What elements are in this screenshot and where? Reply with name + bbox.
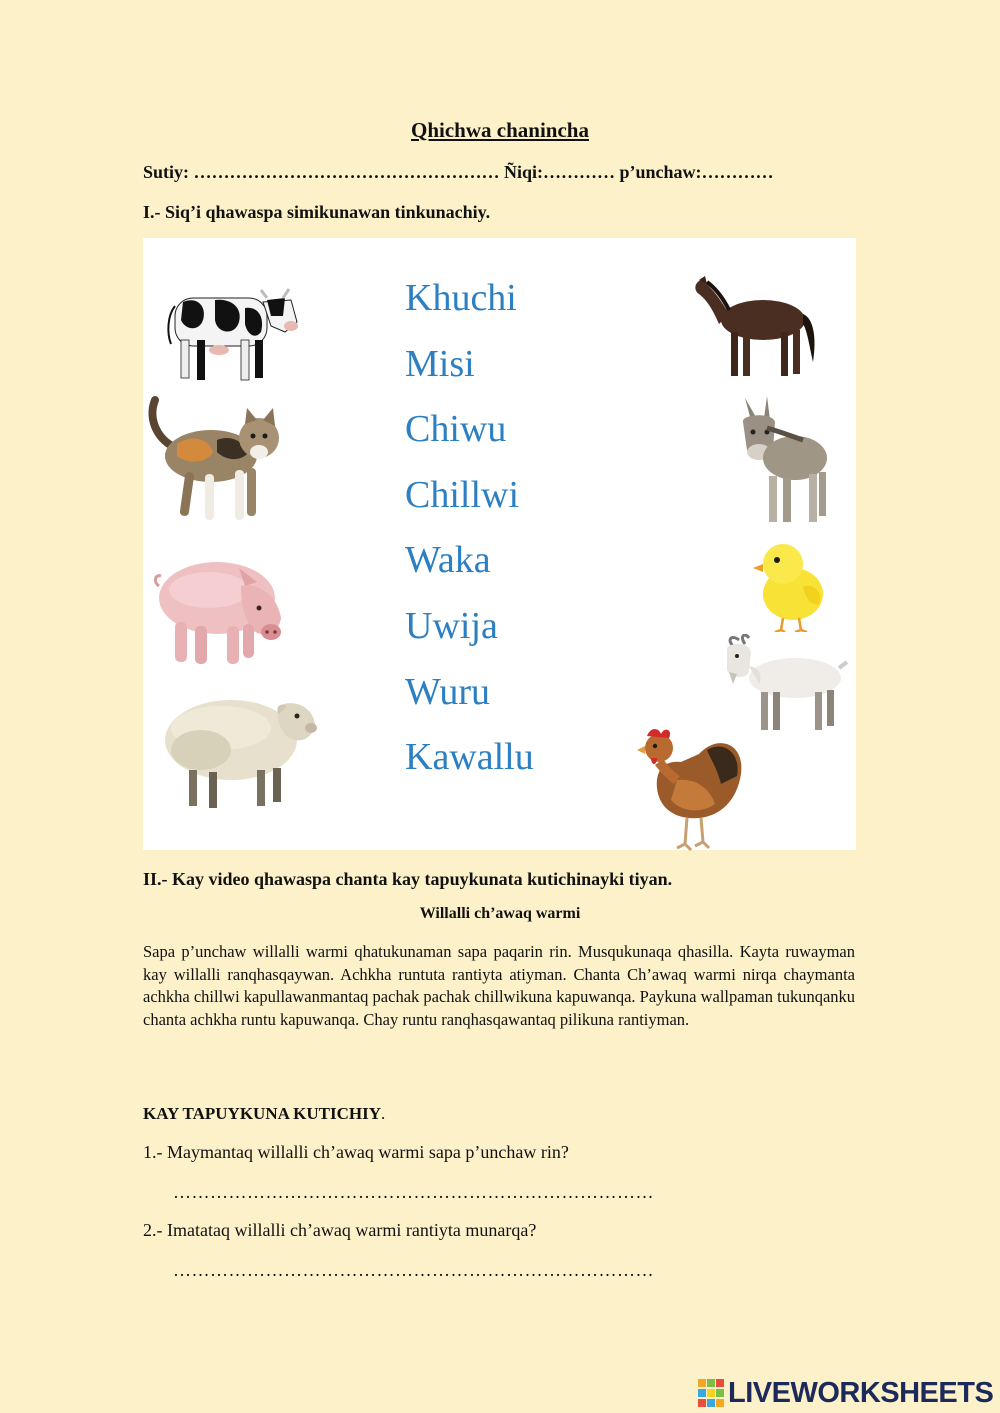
section-1-heading: I.- Siq’i qhawaspa simikunawan tinkunachiy. <box>143 202 491 222</box>
cow-icon[interactable] <box>163 276 303 391</box>
story-title: Willalli ch’awaq warmi <box>419 905 581 922</box>
answer-2-input[interactable]: …………………………………………………………………… <box>173 1260 654 1280</box>
student-info-line: Sutiy: …………………………………………… Ñiqi:………… p’unchaw:………… <box>143 162 774 182</box>
horse-icon[interactable] <box>691 274 821 384</box>
liveworksheets-brand[interactable] <box>698 1376 993 1410</box>
questions-heading-text: KAY TAPUYKUNA KUTICHIY <box>143 1104 382 1123</box>
goat-icon[interactable] <box>719 634 849 734</box>
word-uwija[interactable]: Uwija <box>405 604 498 647</box>
section-2-heading: II.- Kay video qhawaspa chanta kay tapuykunata kutichinayki tiyan. <box>143 869 673 889</box>
word-kawallu[interactable]: Kawallu <box>405 736 534 779</box>
word-wuru[interactable]: Wuru <box>405 670 490 713</box>
pig-icon[interactable] <box>153 542 293 677</box>
story-text: Sapa p’unchaw willalli warmi qhatukunaman sapa paqarin rin. Musqukunaqa qhasilla. Kayta ruwayman kay willalli ranqhasqaywan. Achkha runtuta rantiyta atiyman. Chanta Ch’awaq warmi nirqa chaymanta achkha chillwi kapullawanmantaq pachak pachak chillwikuna kapuwanqa. Paykuna wallpaman tukunqanku chanta achkha runtu kapuwanqa. Chay runtu ranqhasqawantaq pilikuna rantiyman. <box>143 942 856 1029</box>
answer-1-input[interactable]: …………………………………………………………………… <box>173 1182 654 1202</box>
question-2: 2.- Imatataq willalli ch’awaq warmi rantiyta munarqa? <box>143 1220 537 1240</box>
hen-icon[interactable] <box>637 724 747 854</box>
matching-picture <box>143 238 856 850</box>
questions-heading-period: . <box>381 1104 386 1123</box>
word-khuchi[interactable]: Khuchi <box>405 277 517 319</box>
worksheet-title: Qhichwa chanincha <box>411 118 589 142</box>
brand-name: LIVEWORKSHEETS <box>728 1376 994 1409</box>
chick-icon[interactable] <box>753 536 829 632</box>
word-misi[interactable]: Misi <box>405 342 475 385</box>
word-chiwu[interactable]: Chiwu <box>405 408 507 451</box>
liveworksheets-logo-icon <box>698 1379 724 1407</box>
cat-icon[interactable] <box>147 390 287 535</box>
word-chillwi[interactable]: Chillwi <box>405 473 520 516</box>
questions-heading <box>143 1104 385 1124</box>
word-list <box>405 274 534 799</box>
sheep-icon[interactable] <box>161 684 321 814</box>
word-waka[interactable]: Waka <box>405 539 491 582</box>
question-1: 1.- Maymantaq willalli ch’awaq warmi sapa p’unchaw rin? <box>143 1142 569 1162</box>
donkey-icon[interactable] <box>733 392 833 532</box>
